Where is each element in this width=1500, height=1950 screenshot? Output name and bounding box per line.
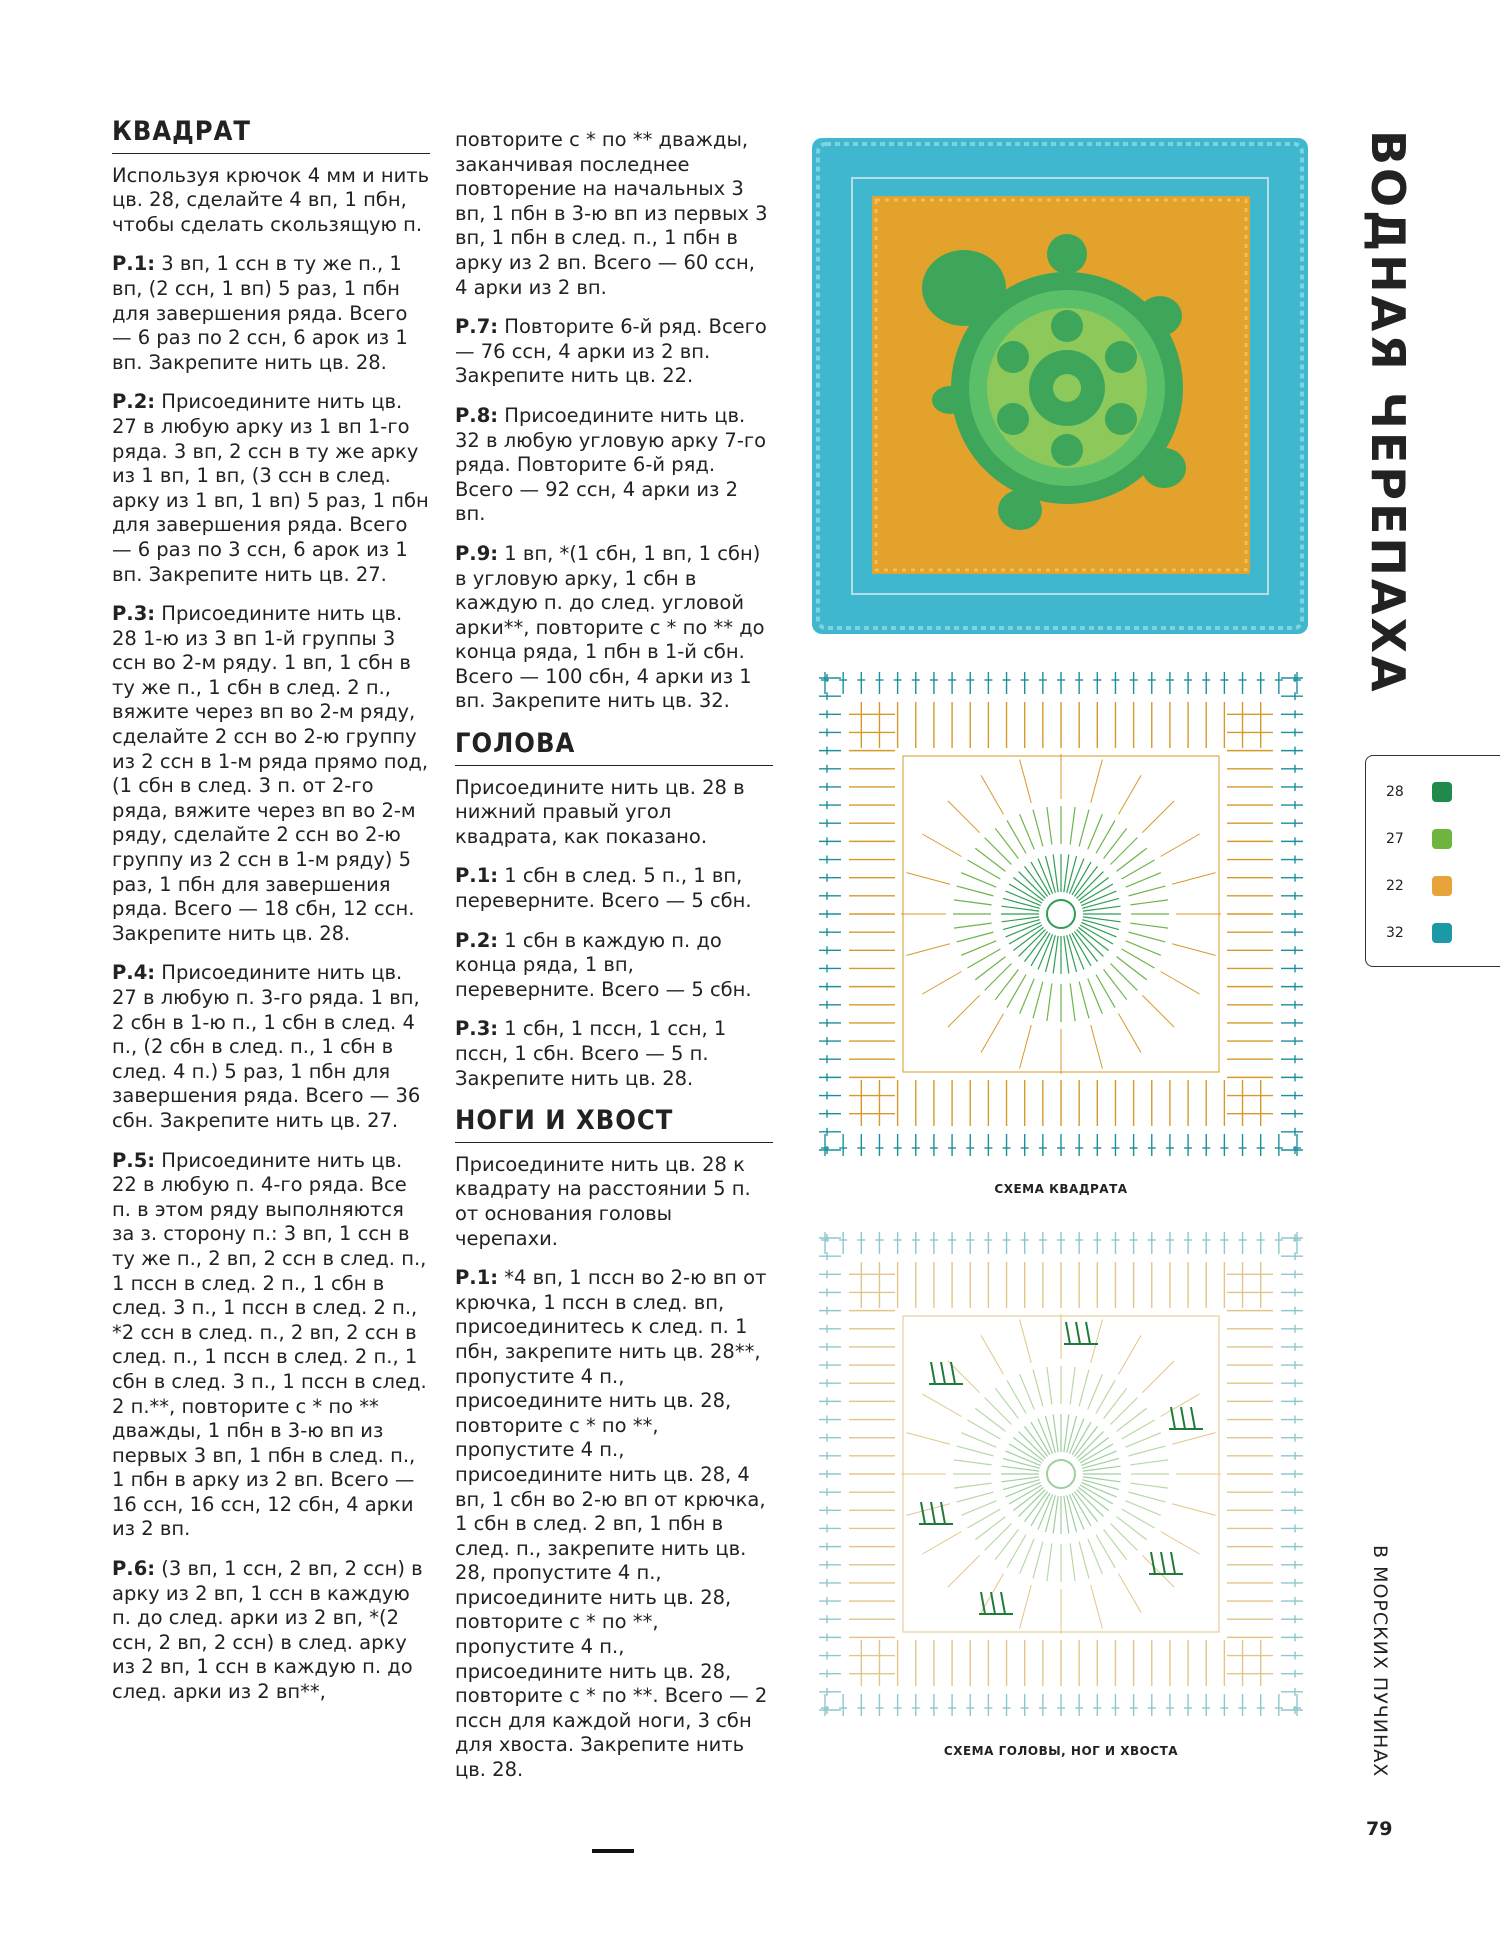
legend-label: 22 (1386, 878, 1404, 894)
row-text: Присоедините нить цв. 27 в любую п. 3-го ряда. 1 вп, 2 сбн в 1-ю п., 1 сбн в след. 4 п., (2 сбн в след. п., 1 сбн в след. 4 п.) 5 раз, 1 пбн для завершения ряда. Всего — 36 сбн. Закрепите нить цв. 27. (112, 961, 421, 1132)
legend-label: 32 (1386, 925, 1404, 941)
row-text: Присоедините нить цв. 22 в любую п. 4-го ряда. Все п. в этом ряду выполняются за з. сторону п.: 3 вп, 1 ссн в ту же п., 2 вп, 2 ссн в след. п., 1 пссн в след. 2 п., 1 сбн в след. 3 п., 1 пссн в след. 2 п., *2 ссн в след. п., 2 вп, 2 ссн в след. п., 1 пссн в след. 2 п., 1 сбн в след. 3 п., 1 пссн в след. 2 п.**, повторите с * по ** дважды, 1 пбн в 3-ю вп из первых 3 вп, 1 пбн в след. п., 1 пбн в арку из 2 вп. Всего — 16 ссн, 16 ссн, 12 сбн, 4 арки из 2 вп. (112, 1148, 427, 1541)
legend-swatch (1432, 782, 1452, 802)
row-text: Присоедините нить цв. 28 в нижний правый угол квадрата, как показано. (455, 775, 745, 848)
square-chart-diagram (815, 668, 1307, 1160)
instruction-paragraph (112, 164, 430, 238)
instruction-paragraph (455, 864, 773, 913)
legend-item (1386, 782, 1452, 802)
page-number: 79 (1366, 1818, 1393, 1840)
row-label: Р.9: (455, 541, 499, 565)
head-legs-tail-chart-diagram (815, 1228, 1307, 1720)
row-text: (3 вп, 1 ссн, 2 вп, 2 ссн) в арку из 2 вп, 1 ссн в каждую п. до след. арки из 2 вп, *(2 ссн, 2 вп, 2 ссн) в след. арку из 2 вп, 1 ссн в каждую п. до след. арки из 2 вп**, (112, 1557, 423, 1704)
instructions-column-1 (112, 116, 430, 1720)
instruction-paragraph (455, 929, 773, 1003)
instruction-paragraph (112, 602, 430, 946)
instruction-paragraph (112, 252, 430, 375)
row-label: Р.2: (455, 928, 499, 952)
instructions-list-legs-tail (455, 1153, 773, 1783)
turtle-square-photo (812, 138, 1308, 634)
row-label: Р.3: (455, 1017, 499, 1041)
section-footer-text: В МОРСКИХ ПУЧИНАХ (1369, 1545, 1391, 1778)
instruction-paragraph (455, 1017, 773, 1091)
yarn-color-legend (1365, 755, 1500, 967)
legend-item (1386, 829, 1452, 849)
legend-swatch (1432, 876, 1452, 896)
instruction-paragraph (455, 315, 773, 389)
row-text: *4 вп, 1 пссн во 2-ю вп от крючка, 1 пссн в след. вп, присоединитесь к след. п. 1 пбн, закрепите нить цв. 28**, пропустите 4 п., присоедините нить цв. 28, повторите с * по **, пропустите 4 п., присоедините нить цв. 28, 4 вп, 1 сбн во 2-ю вп от крючка, 1 сбн в след. 2 вп, 1 пбн в след. п., закрепите нить цв. 28, пропустите 4 п., присоедините нить цв. 28, повторите с * по **, пропустите 4 п., присоедините нить цв. 28, повторите с * по **. Всего — 2 пссн для каждой ноги, 3 сбн для хвоста. Закрепите нить цв. 28. (455, 1266, 768, 1782)
page-title-text: ВОДНАЯ ЧЕРЕПАХА (1361, 130, 1415, 695)
instruction-paragraph (112, 1149, 430, 1543)
section-heading-square: КВАДРАТ (112, 120, 430, 154)
bottom-divider (592, 1849, 634, 1853)
row-text: Присоедините нить цв. 28 1-ю из 3 вп 1-й группы 3 ссн во 2-м ряду. 1 вп, 1 сбн в ту же п., 1 сбн в след. 2 п., вяжите через вп во 2-м ряду, сделайте 2 ссн во 2-ю группу из 2 ссн в 1-м ряда прямо под, (1 сбн в след. 3 п. от 2-го ряда, вяжите через вп во 2-м ряду, сделайте 2 ссн во 2-ю группу из 2 ссн в 1-м ряду) 5 раз, 1 пбн для завершения ряда. Всего — 18 сбн, 12 ссн. Закрепите нить цв. 28. (112, 602, 429, 945)
instruction-paragraph (455, 776, 773, 850)
row-label: Р.2: (112, 390, 156, 414)
row-text: Присоедините нить цв. 32 в любую угловую арку 7-го ряда. Повторите 6-й ряд. Всего — 92 ссн, 4 арки из 2 вп. (455, 403, 767, 526)
instruction-paragraph (455, 404, 773, 527)
row-label: Р.6: (112, 1557, 156, 1581)
instruction-paragraph (112, 961, 430, 1133)
instructions-list-head (455, 776, 773, 1092)
legend-swatch (1432, 923, 1452, 943)
row-text: Повторите 6-й ряд. Всего — 76 ссн, 4 арки из 2 вп. Закрепите нить цв. 22. (455, 315, 767, 388)
page-title (1360, 130, 1420, 695)
row-text: 1 сбн в каждую п. до конца ряда, 1 вп, переверните. Всего — 5 сбн. (455, 928, 752, 1001)
row-text: Присоедините нить цв. 28 к квадрату на расстоянии 5 п. от основания головы черепахи. (455, 1152, 751, 1250)
caption-square-chart: СХЕМА КВАДРАТА (994, 1182, 1128, 1196)
row-text: Присоедините нить цв. 27 в любую арку из 1 вп 1-го ряда. 3 вп, 2 ссн в ту же арку из 1 вп, 1 вп, (3 ссн в след. арку из 1 вп, 1 вп) 5 раз, 1 пбн для завершения ряда. Всего — 6 раз по 3 ссн, 6 арок из 1 вп. Закрепите нить цв. 27. (112, 390, 429, 586)
continuation-paragraph: повторите с * по ** дважды, заканчивая последнее повторение на начальных 3 вп, 1 пбн в 3-ю вп из первых 3 вп, 1 пбн в след. п., 1 пбн в арку из 2 вп. Всего — 60 ссн, 4 арки из 2 вп. (455, 128, 768, 299)
row-label: Р.7: (455, 315, 499, 339)
row-label: Р.1: (455, 864, 499, 888)
row-label: Р.4: (112, 961, 156, 985)
instruction-paragraph (112, 1557, 430, 1705)
row-label: Р.1: (455, 1266, 499, 1290)
legend-label: 27 (1386, 831, 1404, 847)
row-text: Используя крючок 4 мм и нить цв. 28, сделайте 4 вп, 1 пбн, чтобы сделать скользящую п. (112, 163, 430, 236)
legend-item (1386, 923, 1452, 943)
row-label: Р.3: (112, 602, 156, 626)
row-label: Р.5: (112, 1148, 156, 1172)
row-text: 1 сбн в след. 5 п., 1 вп, переверните. Всего — 5 сбн. (455, 864, 752, 913)
instructions-column-2 (455, 128, 773, 1798)
section-heading-head: ГОЛОВА (455, 732, 773, 766)
row-text: 1 сбн, 1 пссн, 1 ссн, 1 пссн, 1 сбн. Всего — 5 п. Закрепите нить цв. 28. (455, 1017, 727, 1090)
legend-item (1386, 876, 1452, 896)
row-text: 3 вп, 1 ссн в ту же п., 1 вп, (2 ссн, 1 вп) 5 раз, 1 пбн для завершения ряда. Всего — 6 раз по 2 ссн, 6 арок из 1 вп. Закрепите нить цв. 28. (112, 252, 408, 374)
instruction-paragraph (112, 390, 430, 587)
row-text: 1 вп, *(1 сбн, 1 вп, 1 сбн) в угловую арку, 1 сбн в каждую п. до след. угловой арки**, повторите с * по ** до конца ряда, 1 пбн в 1-й сбн. Всего — 100 сбн, 4 арки из 1 вп. Закрепите нить цв. 32. (455, 541, 765, 713)
legend-label: 28 (1386, 784, 1404, 800)
instruction-paragraph (455, 542, 773, 714)
instruction-paragraph (455, 1266, 773, 1782)
row-label: Р.1: (112, 252, 156, 276)
caption-head-legs-tail-chart: СХЕМА ГОЛОВЫ, НОГ И ХВОСТА (943, 1744, 1179, 1758)
instructions-list-square (112, 164, 430, 1705)
row-label: Р.8: (455, 403, 499, 427)
instructions-list-square-cont (455, 315, 773, 714)
instruction-paragraph (455, 1153, 773, 1251)
section-heading-legs-tail: НОГИ И ХВОСТ (455, 1109, 773, 1143)
legend-swatch (1432, 829, 1452, 849)
